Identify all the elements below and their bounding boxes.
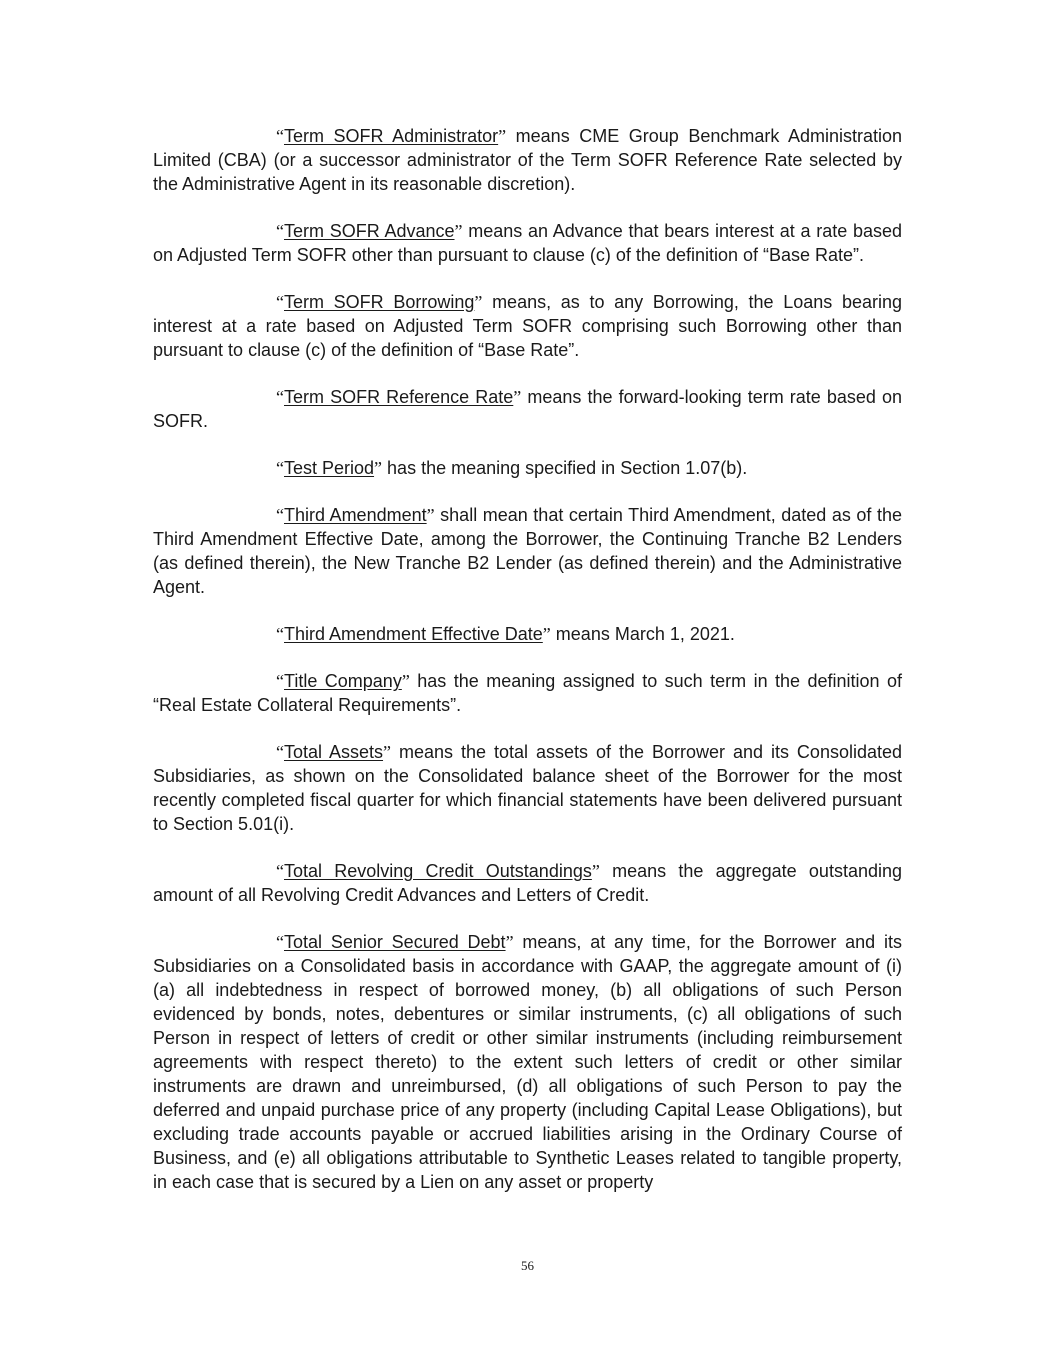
- definition-term-sofr-administrator: “Term SOFR Administrator” means CME Group Benchmark Administration Limited (CBA) (or a successor administrator of the Term SOFR Reference Rate selected by the Administrative Agent in its reasonable discretion).: [153, 126, 902, 194]
- defined-term: Total Revolving Credit Outstandings: [284, 861, 592, 881]
- definition-text: means, at any time, for the Borrower and its Subsidiaries on a Consolidated basis in accordance with GAAP, the aggregate amount of (i) (a) all indebtedness in respect of borrowed money, (b) all obligations of such Person evidenced by bonds, notes, debentures or similar instruments, (c) all obligations of such Person in respect of letters of credit or other similar instruments (including reimbursement agreements with respect thereto) to the extent such letters of credit or other similar instruments are drawn and unreimbursed, (d) all obligations of such Person to pay the deferred and unpaid purchase price of any property (including Capital Lease Obligations), but excluding trade accounts payable or accrued liabilities arising in the Ordinary Course of Business, and (e) all obligations attributable to Synthetic Leases related to tangible property, in each case that is secured by a Lien on any asset or property: [153, 932, 903, 1192]
- definition-text: has the meaning specified in Section 1.07(b).: [382, 458, 748, 478]
- defined-term: Third Amendment: [284, 505, 427, 525]
- definition-test-period: “Test Period” has the meaning specified in Section 1.07(b).: [276, 458, 748, 478]
- definition-text: means an Advance that bears interest at a rate based on Adjusted Term SOFR other than pursuant to clause (c) of the definition of “Base Rate”.: [153, 221, 903, 265]
- definition-text: shall mean that certain Third Amendment, dated as of the Third Amendment Effective Date, among the Borrower, the Continuing Tranche B2 Lenders (as defined therein), the New Tranche B2 Lender (as defined therein) and the Administrative Agent.: [153, 505, 903, 597]
- definition-text: means the forward-looking term rate based on SOFR.: [153, 387, 902, 431]
- definition-text: means CME Group Benchmark Administration Limited (CBA) (or a successor administrator of the Term SOFR Reference Rate selected by the Administrative Agent in its reasonable discretion).: [153, 126, 902, 194]
- definition-third-amendment-effective-date: “Third Amendment Effective Date” means March 1, 2021.: [276, 624, 735, 644]
- definition-term-sofr-borrowing: “Term SOFR Borrowing” means, as to any Borrowing, the Loans bearing interest at a rate based on Adjusted Term SOFR comprising such Borrowing other than pursuant to clause (c) of the definition of “Base Rate”.: [153, 292, 902, 360]
- defined-term: Total Senior Secured Debt: [284, 932, 506, 952]
- defined-term: Term SOFR Reference Rate: [284, 387, 514, 407]
- definition-total-assets: “Total Assets” means the total assets of the Borrower and its Consolidated Subsidiaries, as shown on the Consolidated balance sheet of the Borrower for the most recently completed fiscal quarter for which financial statements have been delivered pursuant to Section 5.01(i).: [153, 742, 903, 834]
- definition-total-revolving-credit-outstandings: “Total Revolving Credit Outstandings” means the aggregate outstanding amount of all Revolving Credit Advances and Letters of Credit.: [153, 861, 902, 905]
- definitions-list: [153, 124, 902, 1217]
- defined-term: Term SOFR Borrowing: [284, 292, 475, 312]
- defined-term: Total Assets: [284, 742, 384, 762]
- defined-term: Test Period: [284, 458, 375, 478]
- definition-total-senior-secured-debt: “Total Senior Secured Debt” means, at any time, for the Borrower and its Subsidiaries on a Consolidated basis in accordance with GAAP, the aggregate amount of (i) (a) all indebtedness in respect of borrowed money, (b) all obligations of such Person evidenced by bonds, notes, debentures or similar instruments, (c) all obligations of such Person in respect of letters of credit or other similar instruments (including reimbursement agreements with respect thereto) to the extent such letters of credit or other similar instruments are drawn and unreimbursed, (d) all obligations of such Person to pay the deferred and unpaid purchase price of any property (including Capital Lease Obligations), but excluding trade accounts payable or accrued liabilities arising in the Ordinary Course of Business, and (e) all obligations attributable to Synthetic Leases related to tangible property, in each case that is secured by a Lien on any asset or property: [153, 932, 903, 1192]
- definition-term-sofr-advance: “Term SOFR Advance” means an Advance that bears interest at a rate based on Adjusted Term SOFR other than pursuant to clause (c) of the definition of “Base Rate”.: [153, 221, 903, 265]
- defined-term: Term SOFR Advance: [284, 221, 455, 241]
- defined-term: Term SOFR Administrator: [284, 126, 499, 146]
- definition-title-company: “Title Company” has the meaning assigned to such term in the definition of “Real Estate Collateral Requirements”.: [153, 671, 902, 715]
- definition-text: has the meaning assigned to such term in the definition of “Real Estate Collateral Requirements”.: [153, 671, 902, 715]
- definition-text: means the total assets of the Borrower and its Consolidated Subsidiaries, as shown on the Consolidated balance sheet of the Borrower for the most recently completed fiscal quarter for which financial statements have been delivered pursuant to Section 5.01(i).: [153, 742, 903, 834]
- definition-third-amendment: “Third Amendment” shall mean that certain Third Amendment, dated as of the Third Amendment Effective Date, among the Borrower, the Continuing Tranche B2 Lenders (as defined therein), the New Tranche B2 Lender (as defined therein) and the Administrative Agent.: [153, 505, 903, 597]
- definition-term-sofr-reference-rate: “Term SOFR Reference Rate” means the forward-looking term rate based on SOFR.: [153, 387, 902, 431]
- definition-text: means the aggregate outstanding amount of all Revolving Credit Advances and Letters of Credit.: [153, 861, 902, 905]
- page-number: 56: [521, 1258, 534, 1273]
- defined-term: Title Company: [284, 671, 402, 691]
- defined-term: Third Amendment Effective Date: [284, 624, 543, 644]
- definition-text: means, as to any Borrowing, the Loans bearing interest at a rate based on Adjusted Term SOFR comprising such Borrowing other than pursuant to clause (c) of the definition of “Base Rate”.: [153, 292, 902, 360]
- definition-text: means March 1, 2021.: [550, 624, 735, 644]
